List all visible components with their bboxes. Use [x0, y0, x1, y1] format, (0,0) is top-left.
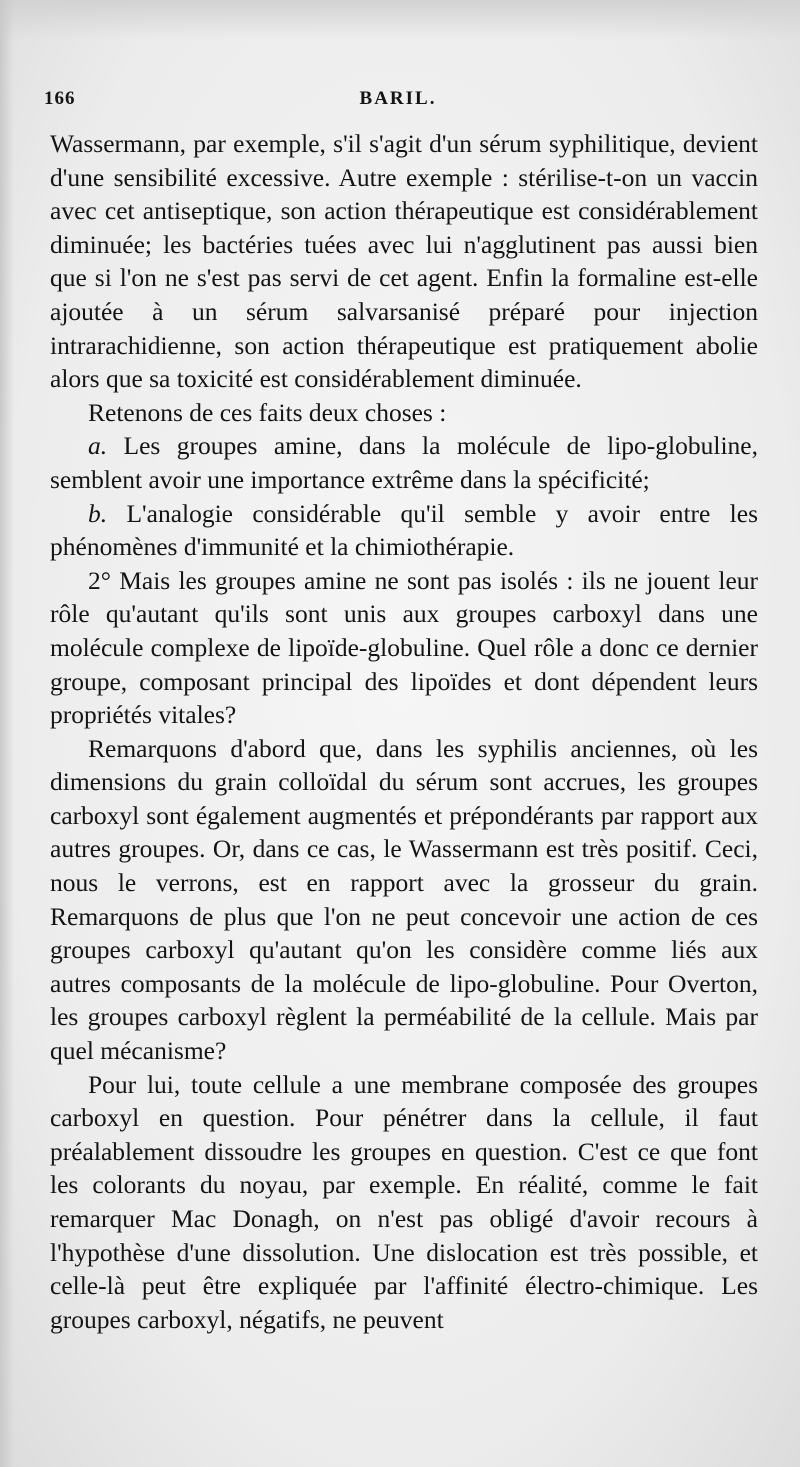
list-item-b — [50, 497, 758, 564]
paragraph-continuation: Wassermann, par exemple, s'il s'agit d'un sérum syphilitique, devient d'une sensibilité excessive. Autre exemple : stérilise-t-on un vaccin avec cet antiseptique, son action thérapeutique est considérablement diminuée; les bactéries tuées avec lui n'agglutinent pas aussi bien que si l'on ne s'est pas servi de cet agent. Enfin la formaline est-elle ajoutée à un sérum salvarsanisé préparé pour injection intrarachidienne, son action thérapeutique est pratiquement abolie alors que sa toxicité est considérablement diminuée. — [50, 129, 758, 394]
list-marker-a: a. — [88, 431, 108, 461]
paragraph-point-2: 2° Mais les groupes amine ne sont pas isolés : ils ne jouent leur rôle qu'autant qu'ils sont unis aux groupes carboxyl dans une molécule complexe de lipoïde-globuline. Quel rôle a donc ce dernier groupe, composant principal des lipoïdes et dont dépendent leurs propriétés vitales? — [50, 565, 758, 730]
list-item-a — [50, 429, 758, 496]
list-marker-b: b. — [88, 498, 108, 528]
scan-shadow-top — [0, 0, 800, 40]
paragraph-retenons: Retenons de ces faits deux choses : — [88, 397, 447, 427]
paragraph-pour-lui: Pour lui, toute cellule a une membrane composée des groupes carboxyl en question. Pour pénétrer dans la cellule, il faut préalablement dissoudre les groupes en question. C'est ce que font les colorants du noyau, par exemple. En réalité, comme le fait remarquer Mac Donagh, on n'est pas obligé d'avoir recours à l'hypothèse d'une dissolution. Une dislocation est très possible, et celle-là peut être expliquée par l'affinité électro-chimique. Les groupes carboxyl, négatifs, ne peuvent — [50, 1069, 758, 1334]
page-number: 166 — [44, 88, 76, 109]
running-head: BARIL. — [359, 88, 437, 109]
scan-shadow-left — [0, 0, 14, 1467]
list-item-b-text: L'analogie considérable qu'il semble y avoir entre les phénomènes d'immunité et la chimiothérapie. — [50, 498, 758, 562]
page-header — [44, 88, 752, 116]
paragraph-remarquons: Remarquons d'abord que, dans les syphilis anciennes, où les dimensions du grain colloïdal du sérum sont accrues, les groupes carboxyl sont également augmentés et prépondérants par rapport aux autres groupes. Or, dans ce cas, le Wassermann est très positif. Ceci, nous le verrons, est en rapport avec la grosseur du grain. Remarquons de plus que l'on ne peut concevoir une action de ces groupes carboxyl qu'autant qu'on les considère comme liés aux autres composants de la molécule de lipo-globuline. Pour Overton, les groupes carboxyl règlent la perméabilité de la cellule. Mais par quel mécanisme? — [50, 733, 758, 1066]
body-text — [50, 127, 758, 1336]
list-item-a-text: Les groupes amine, dans la molécule de lipo-globuline, semblent avoir une importance extrême dans la spécificité; — [50, 431, 758, 494]
